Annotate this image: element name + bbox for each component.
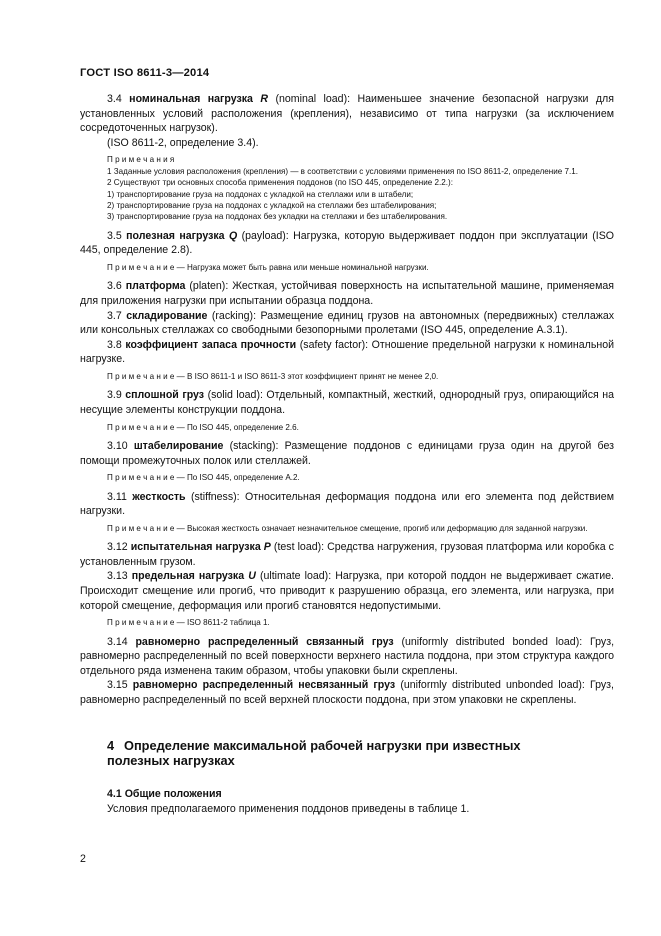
note-text: Нагрузка может быть равна или меньше номинальной нагрузки.	[186, 263, 429, 272]
clause-3-6	[80, 279, 614, 308]
note-text: В ISO 8611-1 и ISO 8611-3 этот коэффициент принят не менее 2,0.	[186, 371, 439, 381]
term: складирование	[126, 309, 208, 322]
clause-number: 3.15	[107, 679, 128, 692]
note-2-item: 1) транспортирование груза на поддонах с укладкой на стеллажи или в штабели;	[107, 189, 414, 199]
clause-number: 3.6	[107, 280, 122, 293]
note-label: П р и м е ч а н и е —	[107, 618, 185, 628]
definition-text: (racking): Размещение единиц грузов на автономных (передвижных) стеллажах или консольных стеллажах со свободными безопорными пролетами (ISO 445, определение A.3.1).	[80, 309, 615, 337]
note-text: По ISO 445, определение 2.6.	[186, 422, 299, 432]
definition-text: (uniformly distributed unbonded load): Груз, равномерно распределенный по всей верхней плоскости поддона, при этом упаковки не скреплены.	[80, 679, 614, 706]
clause-3-11	[80, 490, 614, 519]
notes-heading: П р и м е ч а н и я	[107, 155, 175, 165]
note-label: П р и м е ч а н и е —	[107, 523, 185, 533]
clause-3-12	[80, 540, 614, 569]
clause-3-13-note	[80, 617, 614, 628]
term: жесткость	[132, 490, 186, 503]
term: штабелирование	[133, 439, 224, 452]
note-label: П р и м е ч а н и е —	[107, 473, 185, 483]
clause-3-4	[80, 92, 614, 136]
document-body	[80, 92, 614, 816]
clause-3-8	[80, 338, 614, 367]
term-symbol: U	[248, 570, 256, 583]
clause-3-13	[80, 569, 614, 613]
note-label: П р и м е ч а н и е —	[107, 371, 185, 381]
clause-3-10-note	[80, 472, 614, 483]
note-text: Высокая жесткость означает незначительное смещение, прогиб или деформацию для заданной нагрузки.	[186, 523, 588, 533]
clause-3-10	[80, 439, 614, 468]
term: предельная нагрузка	[131, 570, 245, 583]
clause-3-8-note	[80, 371, 614, 382]
definition-text: (safety factor): Отношение предельной нагрузки к номинальной нагрузке.	[80, 338, 615, 366]
clause-3-5-note	[80, 262, 614, 273]
term: равномерно распределенный связанный груз	[135, 635, 394, 648]
definition-text: (test load): Средства нагружения, грузовая платформа или коробка с установленным грузом.	[80, 541, 614, 568]
clause-number: 3.5	[107, 229, 122, 242]
term: испытательная нагрузка	[130, 541, 261, 554]
section-4-heading-cont	[80, 753, 614, 769]
note-text: ISO 8611-2 таблица 1.	[186, 618, 270, 628]
term: платформа	[125, 280, 186, 293]
note-1: 1 Заданные условия расположения (крепления) — в соответствии с условиями применения по ISO 8611-2, определение 7.1.	[107, 166, 579, 176]
note-label: П р и м е ч а н и е —	[107, 263, 185, 272]
clause-number: 3.13	[107, 570, 128, 583]
note-label: П р и м е ч а н и е —	[107, 422, 185, 432]
clause-3-14	[80, 635, 614, 679]
note-2-item: 3) транспортирование груза на поддонах без укладки на стеллажи и без штабелирования.	[107, 212, 448, 222]
standard-header: ГОСТ ISO 8611-3—2014	[80, 67, 210, 79]
clause-3-9-note	[80, 422, 614, 433]
section-number: 4	[107, 737, 115, 753]
term: сплошной груз	[125, 389, 205, 402]
definition-text: (ultimate load): Нагрузка, при которой поддон не выдерживает сжатие. Происходит смещение или прогиб, что приводит к разрушению образца, его элемента, или нагрузка, при которой смещение, деформация или прогиб становятся недопустимыми.	[80, 570, 614, 612]
term-symbol: R	[260, 93, 269, 105]
clause-3-5	[80, 229, 614, 258]
clause-number: 3.7	[107, 309, 122, 322]
clause-number: 3.11	[107, 490, 127, 503]
definition-text: (platen): Жесткая, устойчивая поверхность на испытательной машине, применяемая для приложения нагрузки при испытании образца поддона.	[80, 280, 614, 307]
section-title-line-2: полезных нагрузках	[107, 753, 235, 769]
definition-text: (stiffness): Относительная деформация поддона или его элемента под действием нагрузки.	[80, 490, 614, 518]
clause-3-15	[80, 678, 614, 707]
definition-text: (uniformly distributed bonded load): Груз, равномерно распределенный по всей поверхности верхнего настила поддона, при этом структура каждого отдельного ряда изменена таким образом, чтобы упаковки были скреплены.	[80, 635, 615, 677]
clause-number: 3.14	[107, 635, 128, 648]
note-2-item: 2) транспортирование груза на поддонах с укладкой на стеллажи без штабелирования;	[107, 201, 437, 210]
page-number: 2	[80, 853, 86, 865]
term: коэффициент запаса прочности	[125, 338, 297, 351]
term-symbol: P	[263, 541, 271, 554]
section-title-line-1: Определение максимальной рабочей нагрузки при известных	[124, 737, 521, 753]
note-2: 2 Существуют три основных способа применения поддонов (по ISO 445, определение 2.2.):	[107, 178, 453, 188]
definition-text: (payload): Нагрузка, которую выдерживает поддон при эксплуатации (ISO 445, определение 2.8).	[80, 229, 615, 257]
term: равномерно распределенный несвязанный груз	[132, 679, 396, 692]
term: полезная нагрузка	[126, 229, 225, 242]
note-text: По ISO 445, определение A.2.	[186, 473, 300, 483]
definition-text: (nominal load): Наименьшее значение безопасной нагрузки для установленных условий расположения (крепления), независимо от типа нагрузки (за исключением сосредоточенных нагрузок).	[80, 93, 614, 135]
clause-number: 3.4	[107, 93, 122, 105]
clause-3-7	[80, 309, 614, 338]
clause-number: 3.10	[107, 439, 128, 452]
subsection-title: Общие положения	[124, 788, 222, 801]
clause-3-4-reference: (ISO 8611-2, определение 3.4).	[107, 136, 259, 149]
term-symbol: Q	[228, 229, 238, 242]
definition-text: (stacking): Размещение поддонов с единицами груза один на другой без помощи промежуточных полок или стеллажей.	[80, 439, 614, 467]
term: номинальная нагрузка	[129, 93, 253, 105]
clause-number: 3.8	[107, 338, 122, 351]
clause-number: 3.12	[107, 541, 128, 554]
clause-3-11-note	[80, 523, 614, 534]
section-4-heading	[80, 738, 614, 754]
subsection-4-1-text: Условия предполагаемого применения поддонов приведены в таблице 1.	[107, 802, 470, 815]
definition-text: (solid load): Отдельный, компактный, жесткий, однородный груз, опирающийся на несущие элементы конструкции поддона.	[80, 389, 614, 416]
clause-number: 3.9	[107, 389, 122, 402]
subsection-4-1-heading	[80, 787, 614, 802]
clause-3-9	[80, 388, 614, 417]
subsection-number: 4.1	[107, 788, 122, 801]
